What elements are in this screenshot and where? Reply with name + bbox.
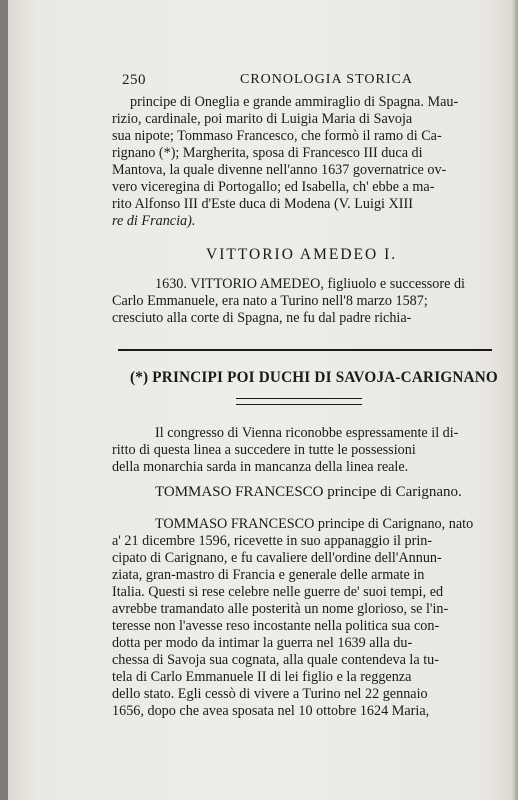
text-line: cresciuto alla corte di Spagna, ne fu dal padre richia-: [112, 310, 412, 326]
text-line: rito Alfonso III d'Este duca di Modena (V. Luigi XIII: [112, 196, 413, 212]
footnote-heading: (*) PRINCIPI POI DUCHI DI SAVOJA-CARIGNANO: [130, 369, 498, 386]
text-line: 1630. VITTORIO AMEDEO, figliuolo e successore di: [155, 276, 465, 292]
text-line: a' 21 dicembre 1596, ricevette in suo appanaggio il prin-: [112, 533, 433, 549]
text-line: chessa di Savoja sua cognata, alla quale contendeva la tu-: [112, 652, 439, 668]
text-line: avrebbe tramandato alle posterità un nome glorioso, se l'in-: [112, 601, 449, 617]
text-line: ziata, gran-mastro di Francia e generale delle armate in: [112, 567, 425, 583]
text-line: tela di Carlo Emmanuele II di lei figlio e la reggenza: [112, 669, 412, 685]
text-line: ritto di questa linea a succedere in tutte le possessioni: [112, 442, 416, 458]
text-line: della monarchia sarda in mancanza della linea reale.: [112, 459, 409, 475]
text-line: dotta per modo da intimar la guerra nel 1639 alla du-: [112, 635, 413, 651]
text-line: re di Francia).: [112, 213, 196, 229]
text-line: sua nipote; Tommaso Francesco, che formò il ramo di Ca-: [112, 128, 442, 144]
running-head: CRONOLOGIA STORICA: [240, 72, 413, 87]
text-line: TOMMASO FRANCESCO principe di Carignano, nato: [155, 516, 474, 532]
text-line: dello stato. Egli cessò di vivere a Turino nel 22 gennaio: [112, 686, 428, 702]
text-line: 1656, dopo che avea sposata nel 10 ottobre 1624 Maria,: [112, 703, 430, 719]
text-line: Mantova, la quale divenne nell'anno 1637 governatrice ov-: [112, 162, 447, 178]
section-heading: VITTORIO AMEDEO I.: [206, 246, 398, 263]
subheading: TOMMASO FRANCESCO principe di Carignano.: [155, 484, 462, 500]
text-line: principe di Oneglia e grande ammiraglio di Spagna. Mau-: [130, 94, 459, 110]
text-line: Italia. Questi si rese celebre nelle guerre de' suoi tempi, ed: [112, 584, 444, 600]
text-line: Carlo Emmanuele, era nato a Turino nell'8 marzo 1587;: [112, 293, 428, 309]
book-page: [8, 0, 518, 800]
footnote-separator: [118, 349, 492, 351]
text-line: Il congresso di Vienna riconobbe espressamente il di-: [155, 425, 459, 441]
text-line: vero viceregina di Portogallo; ed Isabella, ch' ebbe a ma-: [112, 179, 435, 195]
page-edge-shadow: [512, 0, 518, 800]
text-line: rignano (*); Margherita, sposa di Francesco III duca di: [112, 145, 423, 161]
text-line: teresse non l'avesse reso incostante nella politica sua con-: [112, 618, 440, 634]
text-line: rizio, cardinale, poi marito di Luigia Maria di Savoja: [112, 111, 413, 127]
page-number: 250: [122, 72, 146, 88]
text-line: cipato di Carignano, e fu cavaliere dell'ordine dell'Annun-: [112, 550, 442, 566]
double-rule: [236, 398, 362, 405]
